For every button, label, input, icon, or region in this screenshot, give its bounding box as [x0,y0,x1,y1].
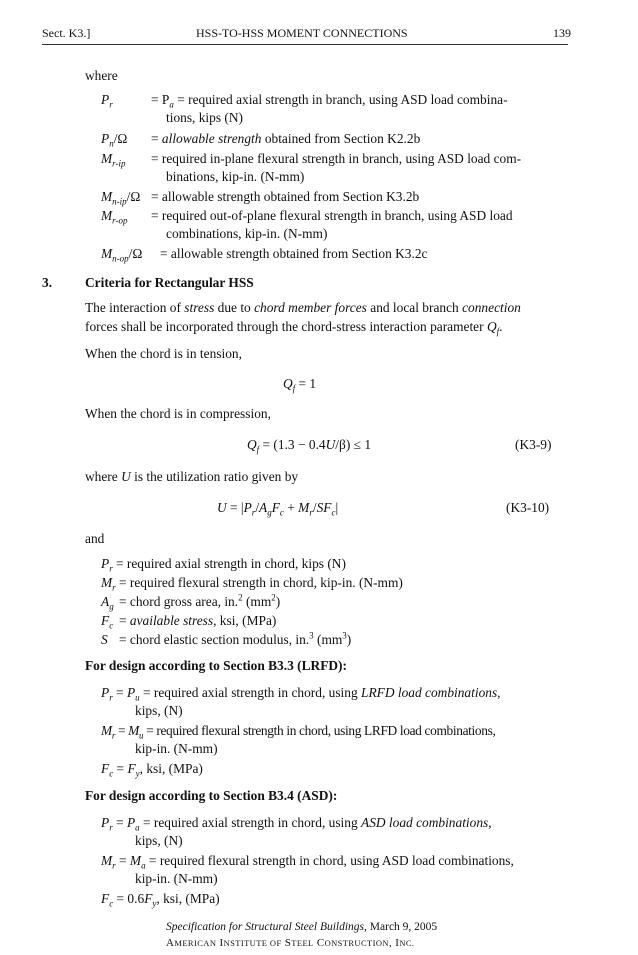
page-number: 139 [553,26,571,40]
equation-label-k3-10: (K3-10) [506,500,550,515]
header-rule [42,44,568,45]
asd-heading: For design according to Section B3.4 (ASD): [85,788,338,803]
def-Mrip: = required in-plane flexural strength in branch, using ASD load com- [151,151,522,166]
utilization-intro: where U is the utilization ratio given by [85,469,299,484]
def-Pr: = $P_a$ = required axial strength in branch, using ASD load combina- [151,92,508,110]
def-Mr-chord: = required flexural strength in chord, kip-in. (N-mm) [119,575,403,590]
lrfd-Pr: $P_r = P_u$ = required axial strength in chord, using LRFD load combinations, [101,685,501,703]
symbol-S: S [101,632,108,647]
symbol-Pn-omega: $P_n/\Omega$ [101,131,128,149]
symbol-Mnip-omega: $M_{n-ip}/\Omega$ [101,189,141,207]
footer-spec: Specification for Structural Steel Buildings, March 9, 2005 [166,921,438,933]
def-S: = chord elastic section modulus, in.$^3$ $(mm^3)$ [119,630,352,647]
running-header-section: Sect. K3.] [42,26,91,40]
asd-Pr: $P_r = P_a$ = required axial strength in chord, using ASD load combinations, [101,815,492,833]
equation-k3-10: $U = |P_r/A_gF_c + M_r/SF_c|$ [217,500,339,518]
lrfd-Fc: $F_c = F_y$, ksi, (MPa) [101,761,203,779]
symbol-Pr: $P_r$ [101,92,113,110]
def-Pn-omega: = allowable strength obtained from Section K2.2b [151,131,421,146]
paragraph-line-2: forces shall be incorporated through the chord-stress interaction parameter $Q_f$. [85,319,503,337]
tension-intro: When the chord is in tension, [85,346,242,361]
def-Pr-chord: = required axial strength in chord, kips (N) [116,556,346,571]
def-Mrop: = required out-of-plane flexural strength in branch, using ASD load [151,208,513,223]
symbol-Mrop: $M_{r-op}$ [101,208,128,226]
def-Mrip-cont: binations, kip-in. (N-mm) [166,169,305,184]
lrfd-Pr-cont: kips, (N) [135,703,183,718]
def-Fc: = available stress, ksi, (MPa) [119,613,277,628]
symbol-Ag: $A_g$ [101,594,114,612]
footer-organization: AMERICAN INSTITUTE OF STEEL CONSTRUCTION, INC. [166,937,415,949]
lrfd-heading: For design according to Section B3.3 (LRFD): [85,658,347,673]
symbol-Mrip: $M_{r-ip}$ [101,151,126,169]
equation-k3-9: $Q_f = (1.3 - 0.4U/\beta) \le 1$ [247,437,372,455]
def-Pr-cont: tions, kips (N) [166,110,243,125]
symbol-Fc: $F_c$ [101,613,114,631]
equation-label-k3-9: (K3-9) [515,437,552,452]
equation-tension: $Q_f = 1$ [283,376,317,394]
asd-Mr: $M_r = M_a$ = required flexural strength in chord, using ASD load combinations, [101,853,514,871]
lrfd-Mr: $M_r = M_u$ = required flexural strength in chord, using LRFD load combinations, [101,723,496,741]
asd-Fc: $F_c = 0.6F_y$, ksi, (MPa) [101,891,220,909]
running-header-title: HSS-TO-HSS MOMENT CONNECTIONS [196,26,408,40]
def-Mrop-cont: combinations, kip-in. (N-mm) [166,226,328,241]
symbol-Pr-chord: $P_r$ [101,556,113,574]
def-Mnop: = allowable strength obtained from Section K3.2c [160,246,428,261]
section-number: 3. [42,275,53,290]
asd-Mr-cont: kip-in. (N-mm) [135,871,218,886]
def-Mnip: = allowable strength obtained from Section K3.2b [151,189,420,204]
lrfd-Mr-cont: kip-in. (N-mm) [135,741,218,756]
compression-intro: When the chord is in compression, [85,406,271,421]
section-heading: Criteria for Rectangular HSS [85,275,254,290]
asd-Pr-cont: kips, (N) [135,833,183,848]
where-label-1: where [85,68,118,83]
paragraph-line-1: The interaction of stress due to chord member forces and local branch connection [85,300,521,315]
and-label: and [85,531,105,546]
symbol-Mnop-omega: $M_{n-op}/\Omega$ [101,246,143,264]
def-Ag: = chord gross area, in.$^2$ $(mm^2)$ [119,592,281,609]
symbol-Mr-chord: $M_r$ [101,575,116,593]
